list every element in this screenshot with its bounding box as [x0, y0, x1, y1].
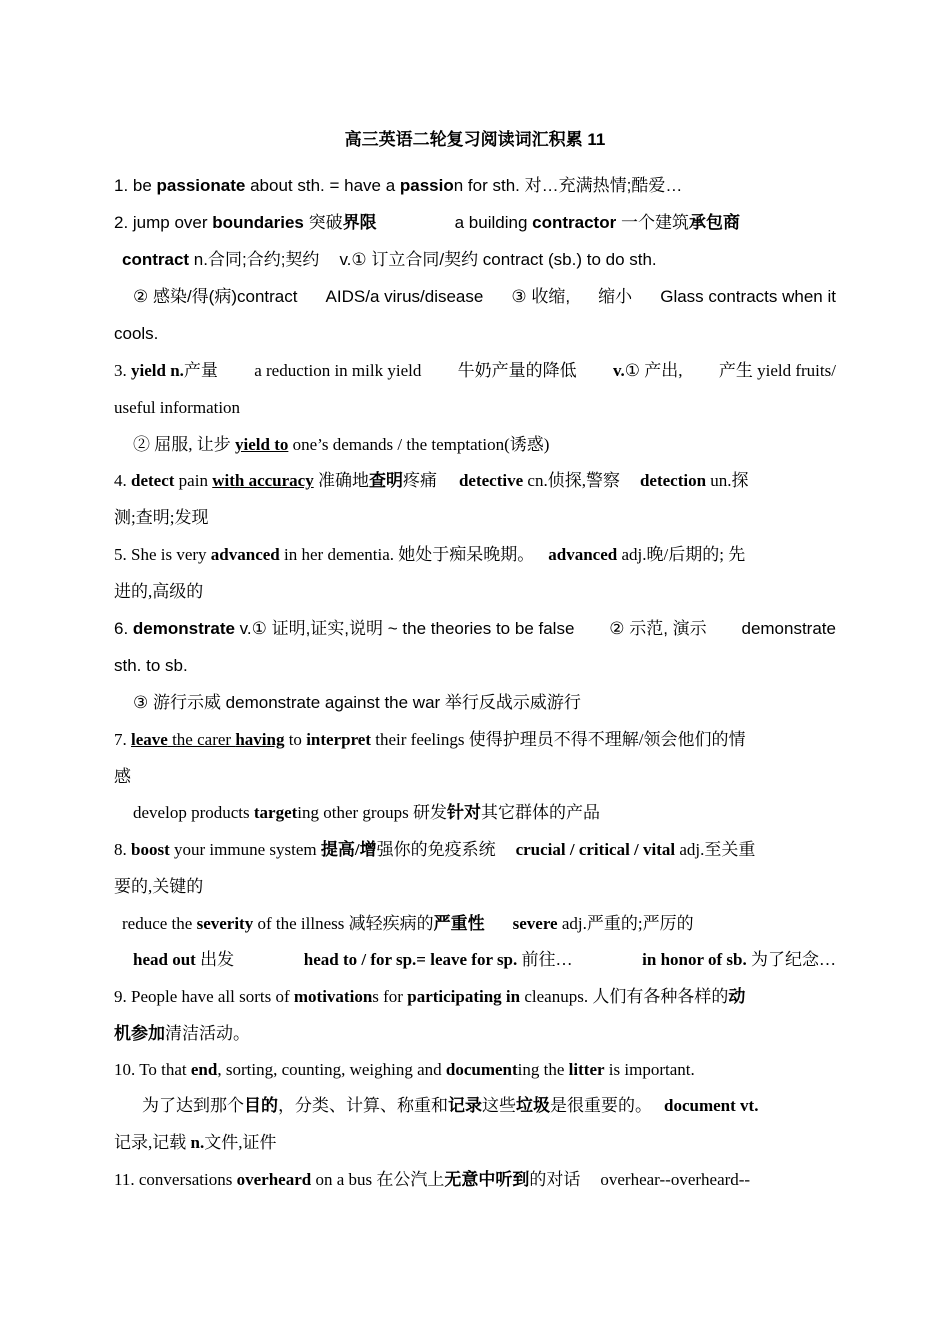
entry-2-contract-meanings: ② 感染/得(病)contract AIDS/a virus/disease ③ 收缩, 缩小 Glass contracts when it	[133, 287, 836, 306]
entry-8-severity: reduce the severity of the illness 减轻疾病的严重性 severe adj.严重的;严厉的	[122, 914, 694, 933]
entry-6: 6. demonstrate v.① 证明,证实,说明 ~ the theories to be false ② 示范, 演示 demonstrate	[114, 619, 836, 638]
entry-5-cont: 进的,高级的	[114, 582, 204, 601]
entry-7: 7. leave the carer having to interpret their feelings 使得护理员不得不理解/领会他们的情	[114, 730, 746, 749]
entry-1: 1. be passionate about sth. = have a passion for sth. 对…充满热情;酷爱…	[114, 176, 683, 195]
entry-3: 3. yield n.产量 a reduction in milk yield 牛奶产量的降低 v.① 产出, 产生 yield fruits/	[114, 361, 836, 380]
entry-6-cont: sth. to sb.	[114, 656, 188, 675]
entry-2: 2. jump over boundaries 突破界限 a building contractor 一个建筑承包商	[114, 213, 740, 232]
entry-3-yield-to: ② 屈服, 让步 yield to one’s demands / the temptation(诱惑)	[133, 435, 550, 454]
entry-2-contract: contract n.合同;合约;契约 v.① 订立合同/契约 contract (sb.) to do sth.	[122, 250, 657, 269]
entry-8-phrases: head out 出发 head to / for sp.= leave for sp. 前往… in honor of sb. 为了纪念…	[133, 950, 836, 969]
entry-4: 4. detect pain with accuracy 准确地查明疼痛 detective cn.侦探,警察 detection un.探	[114, 471, 749, 490]
entry-6-protest: ③ 游行示威 demonstrate against the war 举行反战示威游行	[133, 693, 581, 712]
page-title: 高三英语二轮复习阅读词汇积累 11	[344, 130, 606, 149]
entry-2-cont: cools.	[114, 324, 159, 343]
entry-5: 5. She is very advanced in her dementia. 她处于痴呆晚期。 advanced adj.晚/后期的; 先	[114, 545, 746, 564]
entry-4-cont: 测;查明;发现	[114, 508, 209, 527]
entry-8-cont: 要的,关键的	[114, 877, 204, 896]
entry-9: 9. People have all sorts of motivations for participating in cleanups. 人们有各种各样的动	[114, 987, 746, 1006]
entry-10-translation: 为了达到那个目的，分类、计算、称重和记录这些垃圾是很重要的。 document vt.	[142, 1096, 759, 1115]
entry-9-cont: 机参加清洁活动。	[114, 1024, 250, 1043]
entry-7-cont: 感	[114, 767, 131, 786]
entry-7-target: develop products targeting other groups 研发针对其它群体的产品	[133, 803, 600, 822]
entry-10-cont: 记录,记载 n.文件,证件	[114, 1133, 277, 1152]
entry-3-cont: useful information	[114, 398, 241, 417]
entry-10: 10. To that end, sorting, counting, weighing and documenting the litter is important.	[114, 1060, 695, 1079]
entry-8: 8. boost your immune system 提高/增强你的免疫系统 crucial / critical / vital adj.至关重	[114, 840, 756, 859]
entry-11: 11. conversations overheard on a bus 在公汽上无意中听到的对话 overhear--overheard--	[114, 1170, 751, 1189]
